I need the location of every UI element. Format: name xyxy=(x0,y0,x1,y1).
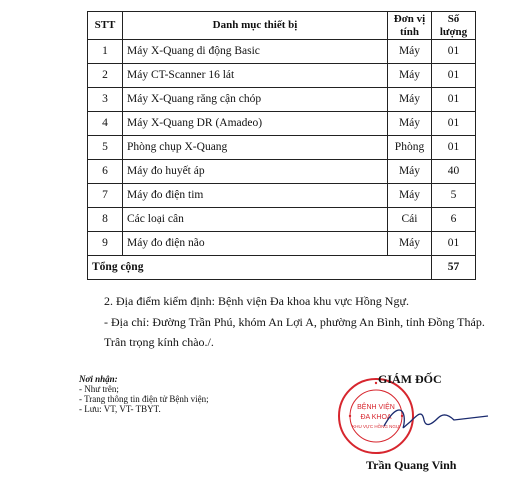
row-name: Máy đo điện tim xyxy=(123,184,388,208)
header-name: Danh mục thiết bị xyxy=(123,12,388,40)
row-name: Máy X-Quang DR (Amadeo) xyxy=(123,112,388,136)
row-stt: 3 xyxy=(88,88,123,112)
recipient-item: - Trang thông tin điện tử Bệnh viện; xyxy=(79,394,209,404)
row-qty: 6 xyxy=(432,208,476,232)
row-stt: 4 xyxy=(88,112,123,136)
row-stt: 5 xyxy=(88,136,123,160)
row-qty: 01 xyxy=(432,232,476,256)
table-row xyxy=(88,160,476,184)
row-qty: 01 xyxy=(432,64,476,88)
row-stt: 6 xyxy=(88,160,123,184)
total-row xyxy=(88,256,476,280)
closing-line: Trân trọng kính chào./. xyxy=(104,335,214,349)
table-body xyxy=(88,40,476,256)
row-stt: 2 xyxy=(88,64,123,88)
row-stt: 7 xyxy=(88,184,123,208)
row-name: Máy X-Quang di động Basic xyxy=(123,40,388,64)
recipient-item: - Như trên; xyxy=(79,384,119,394)
row-unit: Máy xyxy=(388,232,432,256)
stamp-line3: KHU VỰC HỒNG NGỰ xyxy=(352,424,400,429)
table-row xyxy=(88,184,476,208)
table-row xyxy=(88,88,476,112)
row-name: Máy đo huyết áp xyxy=(123,160,388,184)
recipients-title: Nơi nhận: xyxy=(79,374,118,384)
signature-mark xyxy=(380,398,490,443)
row-unit: Cái xyxy=(388,208,432,232)
row-unit: Máy xyxy=(388,184,432,208)
row-qty: 01 xyxy=(432,136,476,160)
row-unit: Máy xyxy=(388,40,432,64)
total-value: 57 xyxy=(432,256,476,280)
table-row xyxy=(88,208,476,232)
header-stt: STT xyxy=(88,12,123,40)
row-name: Máy X-Quang răng cận chóp xyxy=(123,88,388,112)
row-unit: Phòng xyxy=(388,136,432,160)
address-line: - Địa chỉ: Đường Trần Phú, khóm An Lợi A, phường An Bình, tỉnh Đồng Tháp. xyxy=(104,315,485,329)
header-unit: Đơn vị tính xyxy=(388,12,432,40)
row-qty: 01 xyxy=(432,40,476,64)
row-qty: 40 xyxy=(432,160,476,184)
total-label: Tổng cộng xyxy=(88,256,432,280)
row-stt: 1 xyxy=(88,40,123,64)
row-stt: 8 xyxy=(88,208,123,232)
row-name: Phòng chụp X-Quang xyxy=(123,136,388,160)
table-row xyxy=(88,40,476,64)
table-header-row xyxy=(88,12,476,40)
recipients-block xyxy=(79,374,209,414)
table-row xyxy=(88,136,476,160)
row-unit: Máy xyxy=(388,160,432,184)
row-qty: 5 xyxy=(432,184,476,208)
stamp-line2: ĐA KHOA xyxy=(360,414,392,421)
signer-name: Trần Quang Vinh xyxy=(366,458,457,472)
stamp-line1: BỆNH VIỆN xyxy=(357,404,395,411)
row-qty: 01 xyxy=(432,88,476,112)
row-unit: Máy xyxy=(388,88,432,112)
row-name: Các loại cân xyxy=(123,208,388,232)
table-row xyxy=(88,112,476,136)
row-name: Máy CT-Scanner 16 lát xyxy=(123,64,388,88)
row-name: Máy đo điện não xyxy=(123,232,388,256)
header-qty: Số lượng xyxy=(432,12,476,40)
row-qty: 01 xyxy=(432,112,476,136)
row-unit: Máy xyxy=(388,112,432,136)
location-line: 2. Địa điểm kiểm định: Bệnh viện Đa khoa khu vực Hồng Ngự. xyxy=(104,294,409,308)
row-unit: Máy xyxy=(388,64,432,88)
row-stt: 9 xyxy=(88,232,123,256)
equipment-table xyxy=(87,11,476,280)
table-row xyxy=(88,232,476,256)
director-title: GIÁM ĐỐC xyxy=(378,372,442,386)
recipient-item: - Lưu: VT, VT- TBYT. xyxy=(79,404,161,414)
table-row xyxy=(88,64,476,88)
